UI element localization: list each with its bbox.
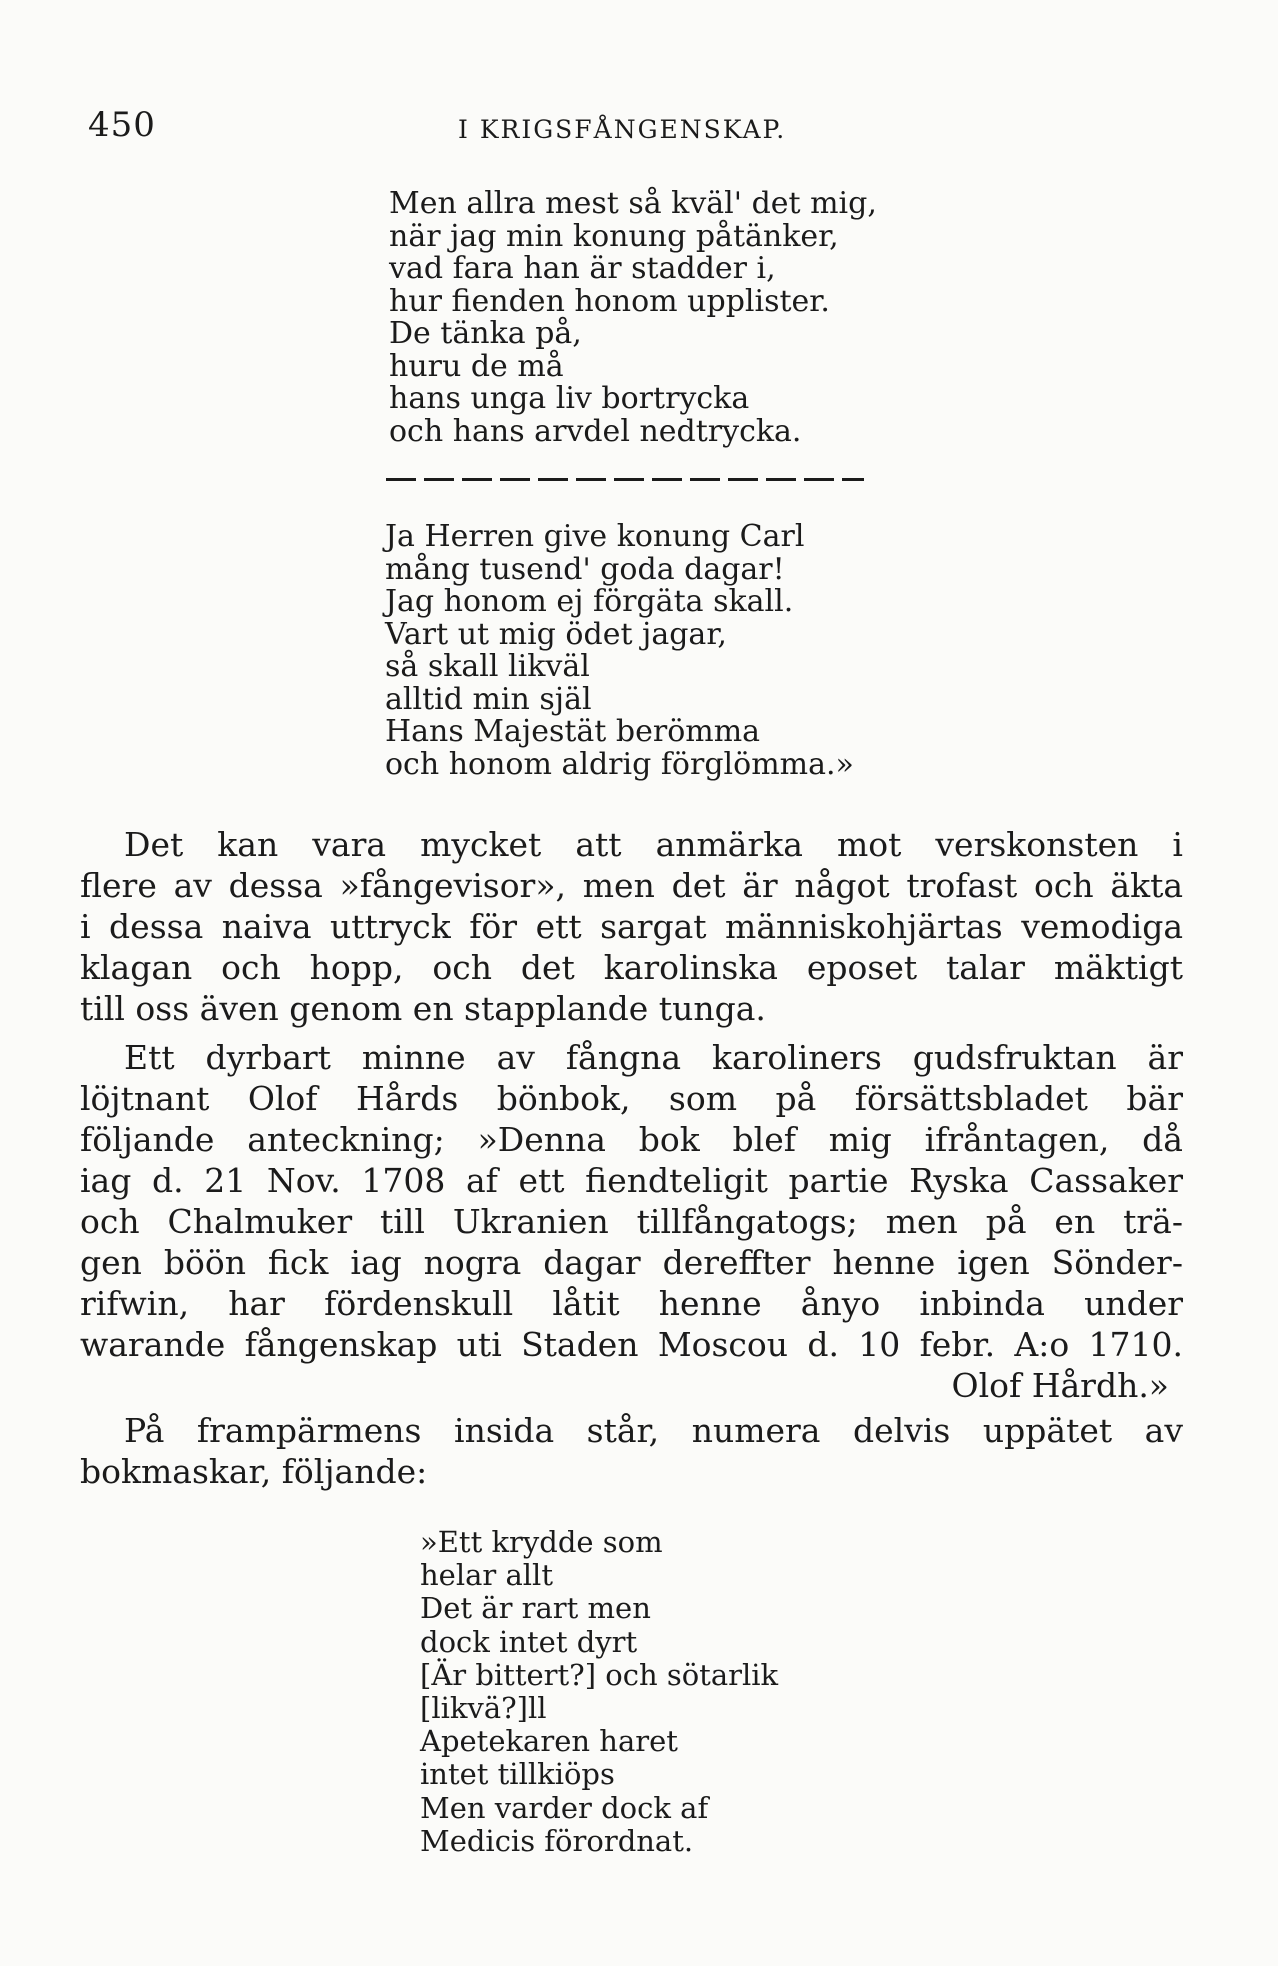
poem-line: »Ett krydde som xyxy=(420,1525,663,1559)
text-line: Det kan vara mycket att anmärka mot verskonsten i xyxy=(124,825,1183,864)
signature: Olof Hårdh.» xyxy=(951,1366,1169,1405)
poem-line: De tänka på, xyxy=(389,316,582,351)
text-line: bokmaskar, följande: xyxy=(80,1452,428,1491)
poem-line: Apetekaren haret xyxy=(420,1724,678,1759)
poem-line: Men allra mest så kväl' det mig, xyxy=(389,186,877,221)
poem-line: Jag honom ej förgäta skall. xyxy=(385,584,794,619)
running-title: I KRIGSFÅNGENSKAP. xyxy=(458,115,787,144)
poem-line: [likvä?]ll xyxy=(420,1690,547,1725)
poem-line: mång tusend' goda dagar! xyxy=(385,551,785,587)
paragraph-prayer-book xyxy=(80,1037,1183,1406)
text-line: klagan och hopp, och det karolinska eposet talar mäktigt xyxy=(80,948,1183,987)
text-line: till oss även genom en stapplande tunga. xyxy=(80,989,766,1028)
page-number: 450 xyxy=(88,105,156,145)
poem-line: vad fara han är stadder i, xyxy=(389,251,776,286)
poem-line: Det är rart men xyxy=(420,1591,651,1626)
poem-line: Vart ut mig ödet jagar, xyxy=(385,616,727,652)
text-line: iag d. 21 Nov. 1708 af ett fiendteligit partie Ryska Cassaker xyxy=(80,1161,1183,1200)
text-line: warande fångenskap uti Staden Moscou d. 10 febr. A:o 1710. xyxy=(80,1325,1183,1364)
poem-line: Hans Majestät berömma xyxy=(385,714,761,749)
poem-line: alltid min själ xyxy=(385,681,592,717)
poem-line: intet tillkiöps xyxy=(420,1757,615,1792)
poem-line: Ja Herren give konung Carl xyxy=(385,519,805,554)
poem-line: dock intet dyrt xyxy=(420,1624,638,1659)
poem-line: så skall likväl xyxy=(385,649,590,684)
poem-line: och hans arvdel nedtrycka. xyxy=(389,413,802,449)
poem-inscription xyxy=(420,1526,778,1858)
poem-line: Medicis förordnat. xyxy=(420,1823,694,1858)
text-line: följande anteckning; »Denna bok blef mig ifråntagen, då xyxy=(80,1120,1183,1159)
text-line: och Chalmuker till Ukranien tillfångatogs; men på en trä- xyxy=(80,1202,1183,1241)
paragraph-inside-cover xyxy=(80,1410,1183,1492)
text-line: Ett dyrbart minne av fångna karoliners gudsfruktan är xyxy=(124,1038,1183,1077)
poem-line: Men varder dock af xyxy=(420,1790,709,1825)
text-line: rifwin, har fördenskull låtit henne ånyo inbinda under xyxy=(80,1284,1183,1323)
poem-line: när jag min konung påtänker, xyxy=(389,218,839,254)
poem-line: helar allt xyxy=(420,1558,553,1593)
dashed-divider xyxy=(386,478,864,481)
poem-stanza-two xyxy=(385,521,854,781)
poem-line: huru de må xyxy=(389,348,564,384)
text-line: i dessa naiva uttryck för ett sargat människohjärtas vemodiga xyxy=(80,907,1183,946)
text-line: flere av dessa »fångevisor», men det är något trofast och äkta xyxy=(80,866,1183,905)
text-line: gen böön fick iag nogra dagar dereffter henne igen Sönder- xyxy=(80,1243,1183,1282)
text-line: På frampärmens insida står, numera delvis uppätet av xyxy=(124,1411,1183,1450)
paragraph-verse-critique xyxy=(80,824,1183,1029)
poem-line: och honom aldrig förglömma.» xyxy=(385,746,854,782)
poem-line: hur fienden honom upplister. xyxy=(389,283,830,319)
poem-line: [Är bittert?] och sötarlik xyxy=(420,1657,779,1692)
poem-stanza-one xyxy=(389,188,877,448)
text-line: löjtnant Olof Hårds bönbok, som på försättsbladet bär xyxy=(80,1079,1183,1118)
poem-line: hans unga liv bortrycka xyxy=(389,381,750,416)
